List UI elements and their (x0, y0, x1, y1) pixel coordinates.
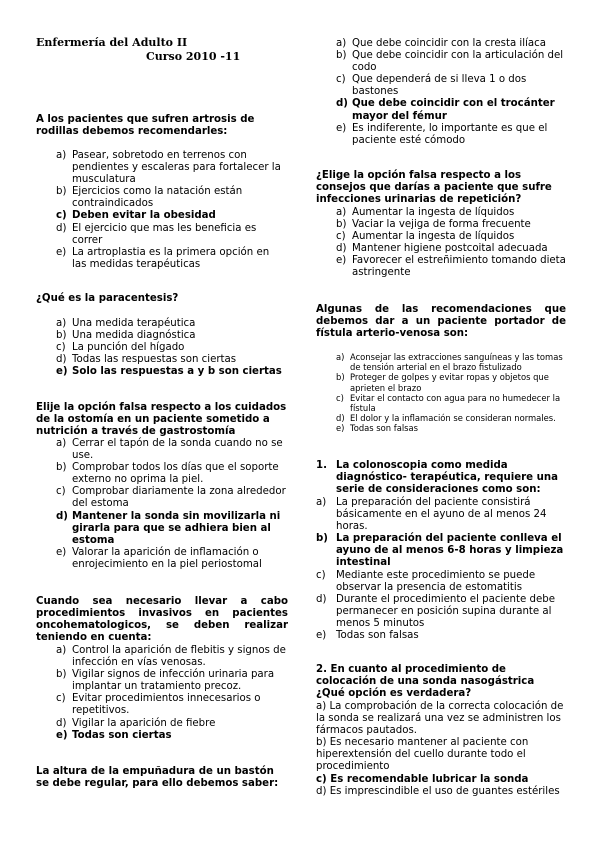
option-text: La artroplastia es la primera opción en las medidas terapéuticas (72, 246, 270, 270)
option-text: Vigilar signos de infección urinaria para implantar un tratamiento precoz. (72, 669, 275, 693)
option-label: a) (336, 38, 347, 49)
option-label: c) (316, 569, 326, 581)
option (316, 701, 566, 737)
option-label: b) (336, 219, 347, 231)
question-6-options (336, 207, 568, 280)
question-2-options (56, 318, 286, 378)
option (56, 462, 288, 486)
option-correct (56, 366, 286, 378)
option-text: Todas son ciertas (72, 729, 172, 741)
option (56, 547, 288, 571)
option-label: d) (336, 243, 347, 255)
option-text: Control la aparición de flebitis y signos de infección en vías venosas. (72, 645, 286, 669)
option-label: a) (56, 318, 67, 329)
option-label: d) (56, 717, 67, 729)
option (336, 413, 568, 423)
option (56, 718, 288, 730)
option-correct (56, 511, 288, 547)
option-label: c) (336, 231, 346, 243)
option (56, 669, 288, 693)
option (336, 393, 568, 413)
option (56, 247, 286, 271)
option-text: Vigilar la aparición de fiebre (72, 717, 216, 729)
option-label: c) (336, 74, 346, 86)
option-text: Aumentar la ingesta de líquidos (352, 231, 515, 243)
option (56, 438, 288, 462)
option (336, 372, 568, 392)
option (56, 693, 288, 717)
option-label: b) (56, 330, 67, 342)
option-label: b) (316, 533, 328, 545)
option (316, 570, 568, 594)
option (336, 74, 568, 98)
option (316, 497, 568, 533)
option (336, 38, 568, 50)
question-2: ¿Qué es la paracentesis? (36, 293, 179, 304)
option-text: Que dependerá de si lleva 1 o dos bastones (352, 74, 527, 98)
option (56, 330, 286, 342)
option-label: e) (316, 630, 327, 642)
question-8 (316, 460, 566, 496)
option (336, 243, 568, 255)
option-label: d) (56, 510, 68, 522)
option-label: c) (56, 210, 67, 222)
option (316, 786, 566, 798)
question-text: La colonoscopia como medida diagnóstico- terapéutica, requiere una serie de consideraciones como son: (336, 460, 559, 496)
option-label: b) (56, 462, 67, 474)
question-6: ¿Elige la opción falsa respecto a los consejos que darías a paciente que sufre infecciones urinarias de repetición? (316, 170, 552, 206)
option-label: c) (56, 693, 66, 705)
option-text: Una medida terapéutica (72, 318, 196, 329)
option-label: e) (56, 729, 68, 741)
option-correct (316, 533, 568, 569)
option-label: a) (316, 497, 327, 508)
option-label: d) (336, 98, 348, 110)
question-4-options (56, 645, 288, 742)
question-9-options (316, 701, 566, 798)
option-correct (336, 98, 568, 122)
option (336, 207, 568, 219)
option-text: Ejercicios como la natación están contraindicados (72, 186, 243, 210)
option-text: Favorecer el estreñimiento tomando dieta astringente (352, 255, 566, 279)
option-text: Todas son falsas (350, 423, 419, 434)
option-text: Deben evitar la obesidad (72, 210, 216, 222)
option-text: Comprobar diariamente la zona alrededor del estoma (72, 486, 286, 510)
option (316, 737, 566, 773)
option-label: d) (336, 413, 345, 424)
option-label: a) (56, 645, 67, 656)
option (56, 342, 286, 354)
question-8-options (316, 497, 568, 642)
option-text: Todas son falsas (336, 630, 419, 642)
option-text: La preparación del paciente consistirá básicamente en el ayuno de al menos 24 horas. (336, 497, 547, 533)
option-text: Aumentar la ingesta de líquidos (352, 207, 515, 218)
question-3: Elije la opción falsa respecto a los cuidados de la ostomía en un paciente sometido a nutrición a través de gastrostomía (36, 402, 287, 438)
question-5: La altura de la empuñadura de un bastón se debe regular, para ello debemos saber: (36, 766, 279, 790)
option (336, 231, 568, 243)
option-text: Cerrar el tapón de la sonda cuando no se use. (72, 438, 283, 462)
option (336, 255, 568, 279)
option-label: a) (336, 352, 345, 362)
option-label: c) (56, 486, 66, 498)
option-text: Que debe coincidir con el trocánter mayor del fémur (352, 98, 555, 122)
option (56, 486, 288, 510)
option-text: Mediante este procedimiento se puede observar la presencia de estomatitis (336, 569, 536, 593)
option-text: Una medida diagnóstica (72, 330, 196, 342)
option-label: a) (56, 150, 67, 161)
option-label: d) (56, 222, 67, 234)
option-label: e) (56, 246, 67, 258)
option-label: e) (336, 423, 345, 434)
option-text: La comprobación de la correcta colocación de la sonda se realizará una vez se administren los fármacos pautados. (316, 701, 564, 737)
option-correct (316, 774, 566, 786)
option-text: Es imprescindible el uso de guantes estériles (329, 785, 560, 797)
option-text: Solo las respuestas a y b son ciertas (72, 366, 282, 378)
option (316, 594, 568, 630)
option (336, 352, 568, 372)
option (56, 186, 286, 210)
option-text: Valorar la aparición de inflamación o enrojecimiento en la piel periostomal (72, 546, 262, 570)
option-label: d) (56, 354, 67, 366)
option (56, 645, 288, 669)
option (336, 123, 568, 147)
question-7-options (336, 352, 568, 434)
option-text: Mantener higiene postcoital adecuada (352, 243, 548, 255)
question-1: A los pacientes que sufren artrosis de rodillas debemos recomendarles: (36, 114, 255, 138)
option-text: Que debe coincidir con la cresta ilíaca (352, 38, 546, 49)
option (56, 223, 286, 247)
question-9: 2. En cuanto al procedimiento de colocación de una sonda nasogástrica ¿Qué opción es verdadera? (316, 664, 535, 700)
option-label: b) (336, 50, 347, 62)
question-4: Cuando sea necesario llevar a cabo procedimientos invasivos en pacientes oncohematologicos, se deben realizar teniendo en cuenta: (36, 596, 288, 644)
option-label: b) (56, 669, 67, 681)
option-label: a) (336, 207, 347, 218)
option-correct (56, 730, 288, 742)
option-text: Evitar procedimientos innecesarios o repetitivos. (72, 693, 261, 717)
option-text: Es recomendable lubricar la sonda (330, 773, 529, 785)
option-text: Vaciar la vejiga de forma frecuente (352, 219, 531, 231)
option-text: Durante el procedimiento el paciente debe permanecer en posición supina durante al menos 5 minutos (336, 593, 555, 629)
option (336, 219, 568, 231)
option-text: Todas las respuestas son ciertas (72, 354, 237, 366)
option-label: d) (316, 593, 327, 605)
option (336, 423, 568, 433)
option-label: a) (56, 438, 67, 449)
option-text: La preparación del paciente conlleva el ayuno de al menos 6-8 horas y limpieza intestinal (336, 533, 564, 569)
option-label: a) (316, 701, 327, 712)
option-label: e) (336, 122, 347, 134)
question-5-options (336, 38, 568, 147)
option-text: Que debe coincidir con la articulación del codo (352, 50, 564, 74)
option-text: La punción del hígado (72, 342, 185, 354)
question-1-options (56, 150, 286, 271)
option-label: d) (316, 785, 327, 797)
option-text: Pasear, sobretodo en terrenos con pendientes y escaleras para fortalecer la musculatura (72, 150, 281, 186)
option-text: Evitar el contacto con agua para no humedecer la fístula (350, 392, 561, 414)
option-label: b) (316, 737, 327, 749)
option (316, 630, 568, 642)
question-3-options (56, 438, 288, 571)
option (336, 50, 568, 74)
option-label: e) (336, 255, 347, 267)
question-7: Algunas de las recomendaciones que debemos dar a un paciente portador de fístula arterio-venosa son: (316, 304, 566, 340)
option-text: El ejercicio que mas les beneficia es correr (72, 222, 257, 246)
option-text: Aconsejar las extracciones sanguíneas y las tomas de tensión arterial en el brazo fistulizado (350, 352, 563, 373)
option (56, 150, 286, 186)
course-year: Curso 2010 -11 (146, 50, 241, 63)
option-text: Comprobar todos los días que el soporte externo no oprima la piel. (72, 462, 279, 486)
option (56, 318, 286, 330)
option-label: c) (316, 773, 327, 785)
option-text: Proteger de golpes y evitar ropas y objetos que aprieten el brazo (350, 372, 549, 393)
page-title: Enfermería del Adulto II (36, 36, 188, 49)
option-label: e) (56, 366, 68, 378)
option-text: Es indiferente, lo importante es que el paciente esté cómodo (352, 122, 548, 146)
option-text: Es necesario mantener al paciente con hiperextensión del cuello durante todo el procedimiento (316, 737, 529, 773)
option-label: b) (336, 372, 345, 383)
option-text: El dolor y la inflamación se consideran normales. (350, 413, 556, 424)
option-label: c) (336, 392, 344, 403)
question-number: 1. (316, 460, 327, 471)
option (56, 354, 286, 366)
option-label: e) (56, 546, 67, 558)
option-text: Mantener la sonda sin movilizarla ni girarla para que se adhiera bien al estoma (72, 510, 281, 546)
option-label: c) (56, 342, 66, 354)
option-correct (56, 210, 286, 222)
option-label: b) (56, 186, 67, 198)
